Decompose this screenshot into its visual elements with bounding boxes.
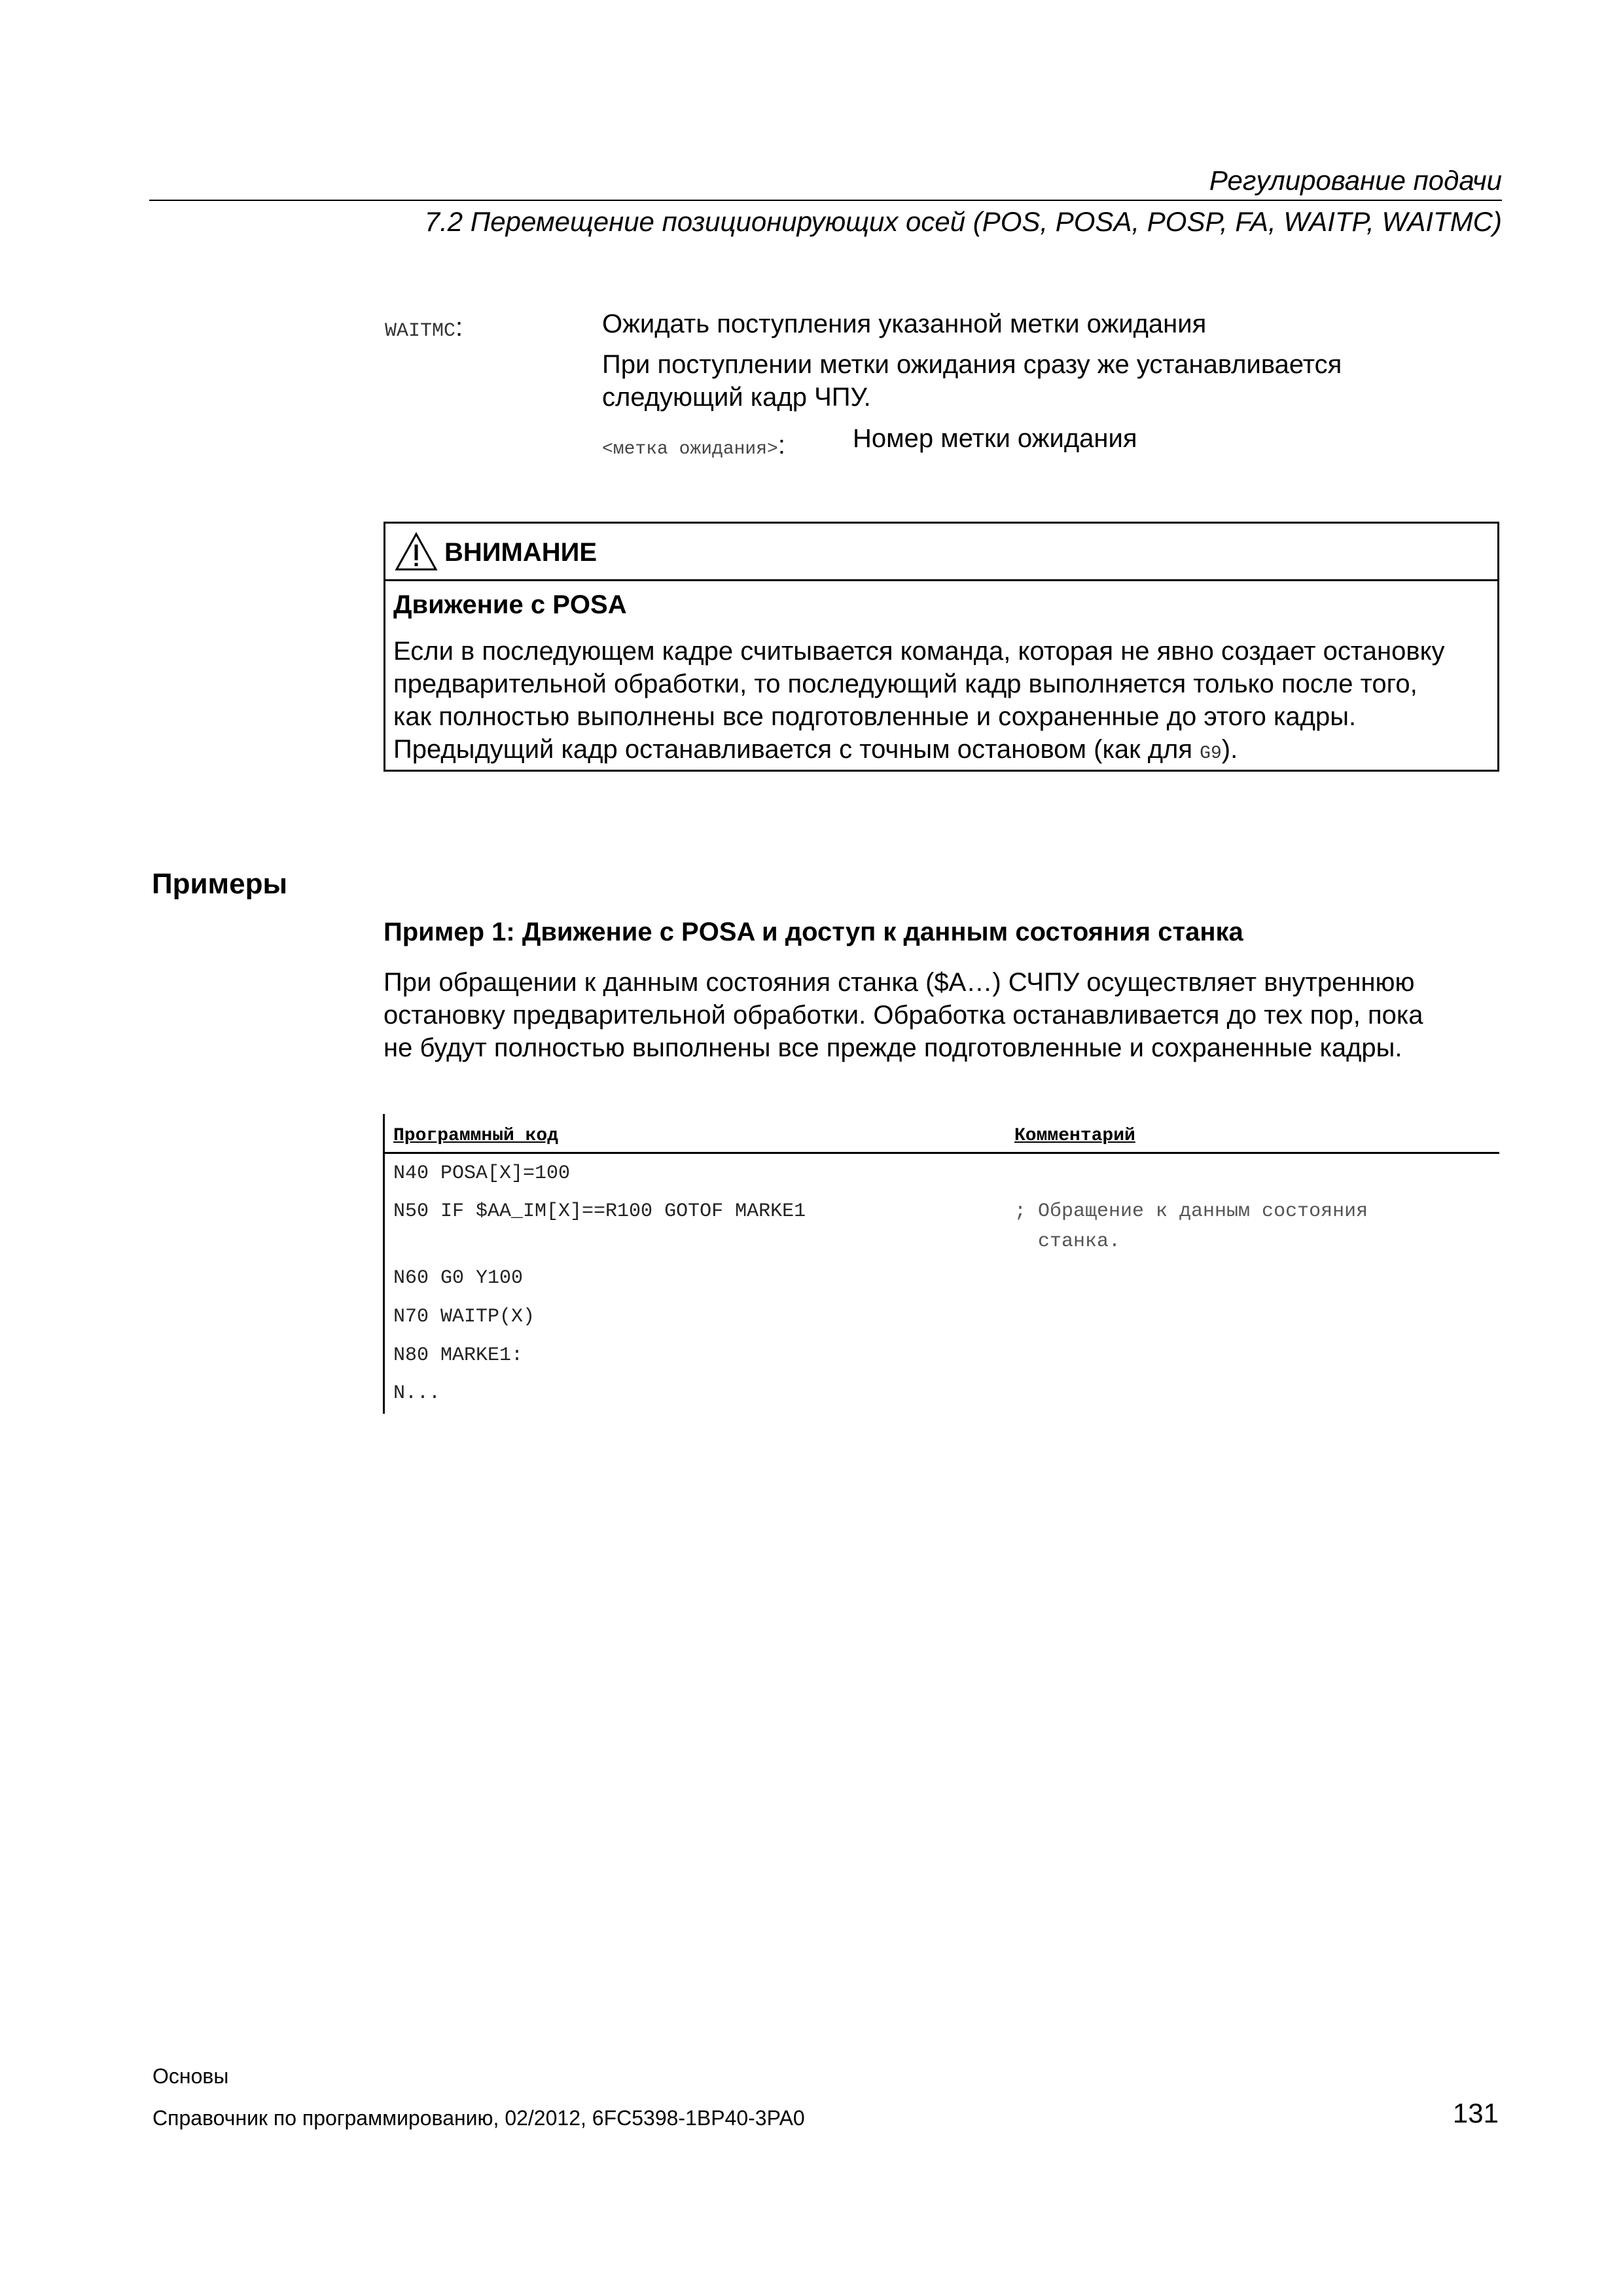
waitmc-keyword-text: WAITMC [385, 320, 456, 342]
warning-text [393, 635, 1491, 770]
example1-text-line2: остановку предварительной обработки. Обработка останавливается до тех пор, пока [383, 1001, 1423, 1030]
code-line: N... [393, 1382, 441, 1405]
code-table-header-comment: Комментарий [1014, 1126, 1135, 1146]
header-section-title: 7.2 Перемещение позиционирующих осей (POS, POSA, POSP, FA, WAITP, WAITMC) [424, 206, 1502, 237]
example1-text-line3: не будут полностью выполнены все прежде подготовленные и сохраненные кадры. [383, 1033, 1402, 1062]
waitmc-keyword [385, 313, 463, 342]
example1-text-line1: При обращении к данным состояния станка ($A…) СЧПУ осуществляет внутреннюю [383, 968, 1415, 997]
waitmc-colon: : [455, 313, 463, 342]
code-line: N50 IF $AA_IM[X]==R100 GOTOF MARKE1 [393, 1200, 806, 1223]
warning-subtitle: Движение с POSA [393, 590, 627, 619]
code-comment: ; Обращение к данным состояния станка. [1014, 1200, 1368, 1253]
examples-heading: Примеры [152, 868, 288, 900]
code-table-header-rule [383, 1152, 1499, 1154]
code-table-left-border [383, 1114, 385, 1414]
waitmc-desc-line2: При поступлении метки ожидания сразу же устанавливается [602, 350, 1342, 379]
waitmc-param-name-text: <метка ожидания> [602, 439, 778, 459]
warning-triangle-icon [395, 531, 438, 572]
warning-header [385, 524, 1497, 581]
warning-line4 [393, 733, 1491, 770]
warning-line4-pre: Предыдущий кадр останавливается с точным остановом (как для [393, 735, 1200, 764]
code-line: N70 WAITP(X) [393, 1306, 535, 1328]
waitmc-param-colon: : [777, 431, 785, 459]
waitmc-param-desc: Номер метки ожидания [853, 424, 1137, 453]
code-table-header-code: Программный код [393, 1126, 559, 1146]
code-line: N80 MARKE1: [393, 1344, 524, 1367]
warning-line3: как полностью выполнены все подготовленные и сохраненные до этого кадры. [393, 702, 1357, 731]
waitmc-desc-line3: следующий кадр ЧПУ. [602, 383, 871, 412]
warning-box [383, 522, 1499, 772]
header-chapter-title: Регулирование подачи [1209, 165, 1502, 196]
waitmc-desc-line1: Ожидать поступления указанной метки ожидания [602, 310, 1207, 338]
code-line: N60 G0 Y100 [393, 1267, 524, 1289]
footer-line2: Справочник по программированию, 02/2012, 6FC5398-1BP40-3PA0 [152, 2106, 805, 2130]
example1-title: Пример 1: Движение с POSA и доступ к данным состояния станка [383, 918, 1243, 946]
warning-line4-code: G9 [1200, 744, 1222, 764]
code-line: N40 POSA[X]=100 [393, 1162, 571, 1185]
page-number: 131 [1452, 2098, 1499, 2128]
warning-line4-post: ). [1221, 735, 1238, 764]
warning-label: ВНИМАНИЕ [444, 538, 597, 567]
example1-text [383, 966, 1509, 1064]
footer-line1: Основы [152, 2064, 229, 2088]
header-rule [149, 200, 1502, 201]
waitmc-param-name [602, 431, 785, 460]
code-table [383, 1114, 1499, 1414]
warning-line1: Если в последующем кадре считывается команда, которая не явно создает остановку [393, 637, 1445, 666]
warning-line2: предварительной обработки, то последующий кадр выполняется только после того, [393, 670, 1418, 698]
